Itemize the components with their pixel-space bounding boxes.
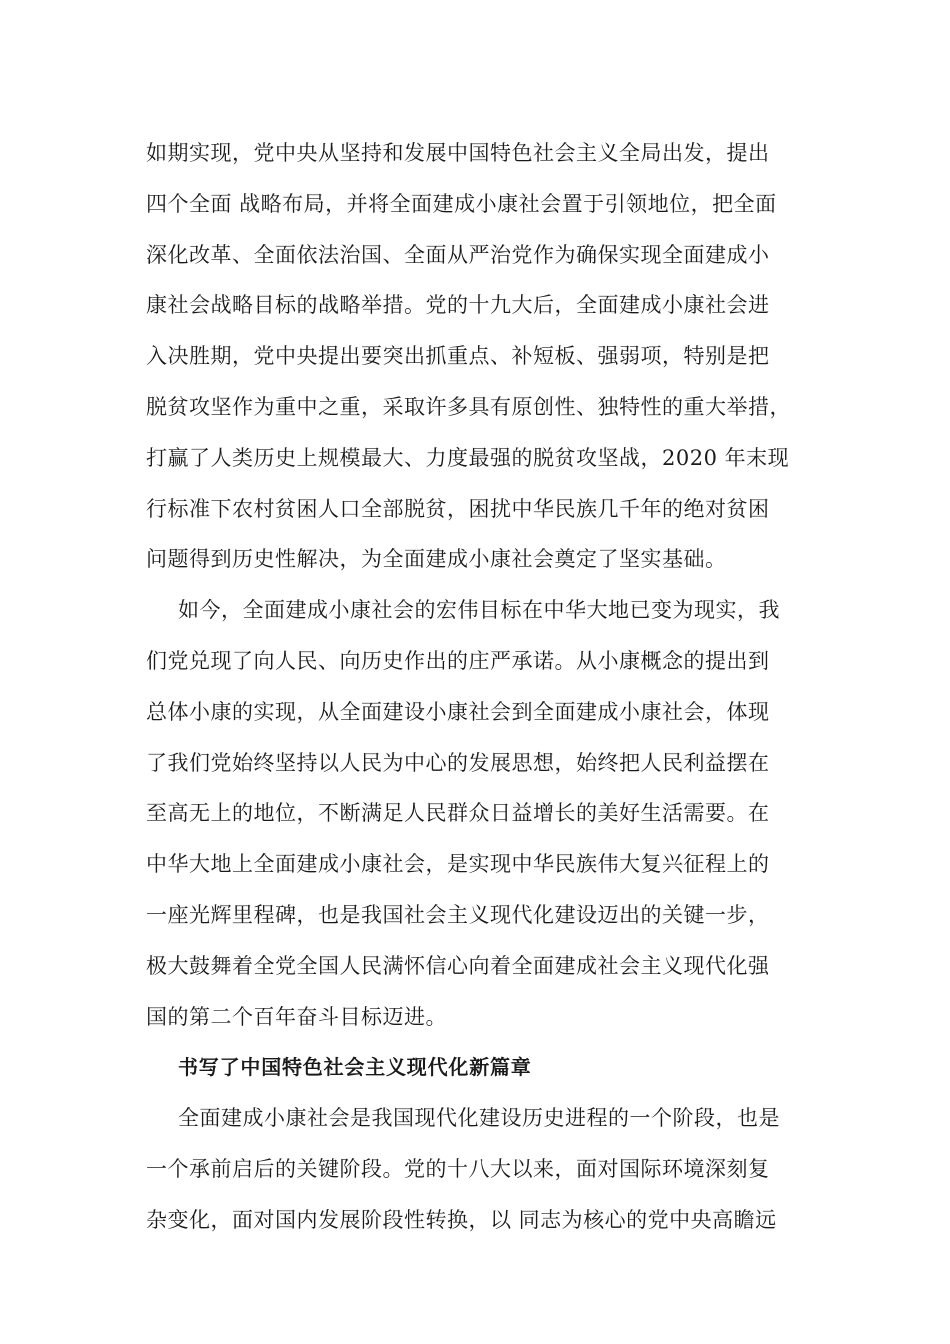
text-line: 了我们党始终坚持以人民为中心的发展思想，始终把人民利益摆在 xyxy=(146,750,770,775)
paragraph-comprehensive-strategy xyxy=(146,128,806,585)
text-line: 问题得到历史性解决，为全面建成小康社会奠定了坚实基础。 xyxy=(146,547,727,572)
paragraph-goal-realized xyxy=(146,585,806,1042)
text-line: 中华大地上全面建成小康社会，是实现中华民族伟大复兴征程上的 xyxy=(146,852,770,877)
text-line: 打赢了人类历史上规模最大、力度最强的脱贫攻坚战，2020 年末现 xyxy=(146,445,790,470)
paragraph-key-stage xyxy=(146,1093,806,1245)
text-line: 康社会战略目标的战略举措。党的十九大后，全面建成小康社会进 xyxy=(146,293,770,318)
section-heading: 书写了中国特色社会主义现代化新篇章 xyxy=(178,1055,532,1080)
section-heading-block xyxy=(146,1042,806,1093)
text-line: 们党兑现了向人民、向历史作出的庄严承诺。从小康概念的提出到 xyxy=(146,648,770,673)
text-line: 行标准下农村贫困人口全部脱贫，困扰中华民族几千年的绝对贫困 xyxy=(146,496,770,521)
text-line: 全面建成小康社会是我国现代化建设历史进程的一个阶段，也是 xyxy=(178,1106,780,1131)
text-line: 如期实现，党中央从坚持和发展中国特色社会主义全局出发，提出 xyxy=(146,141,770,165)
text-line: 脱贫攻坚作为重中之重，采取许多具有原创性、独特性的重大举措， xyxy=(146,394,791,419)
document-body xyxy=(146,128,806,1246)
text-line: 如今，全面建成小康社会的宏伟目标在中华大地已变为现实，我 xyxy=(178,598,780,623)
text-line: 国的第二个百年奋斗目标迈进。 xyxy=(146,1004,447,1029)
text-line: 一个承前启后的关键阶段。党的十八大以来，面对国际环境深刻复 xyxy=(146,1156,770,1181)
text-line: 至高无上的地位，不断满足人民群众日益增长的美好生活需要。在 xyxy=(146,801,770,826)
text-line: 深化改革、全面依法治国、全面从严治党作为确保实现全面建成小 xyxy=(146,242,770,267)
text-line: 四个全面 战略布局，并将全面建成小康社会置于引领地位，把全面 xyxy=(146,191,777,216)
text-line: 入决胜期，党中央提出要突出抓重点、补短板、强弱项，特别是把 xyxy=(146,344,770,369)
text-line: 总体小康的实现，从全面建设小康社会到全面建成小康社会，体现 xyxy=(146,699,770,724)
text-line: 一座光辉里程碑，也是我国社会主义现代化建设迈出的关键一步， xyxy=(146,902,770,927)
text-line: 杂变化，面对国内发展阶段性转换，以 同志为核心的党中央高瞻远 xyxy=(146,1207,777,1232)
text-line: 极大鼓舞着全党全国人民满怀信心向着全面建成社会主义现代化强 xyxy=(146,953,770,978)
